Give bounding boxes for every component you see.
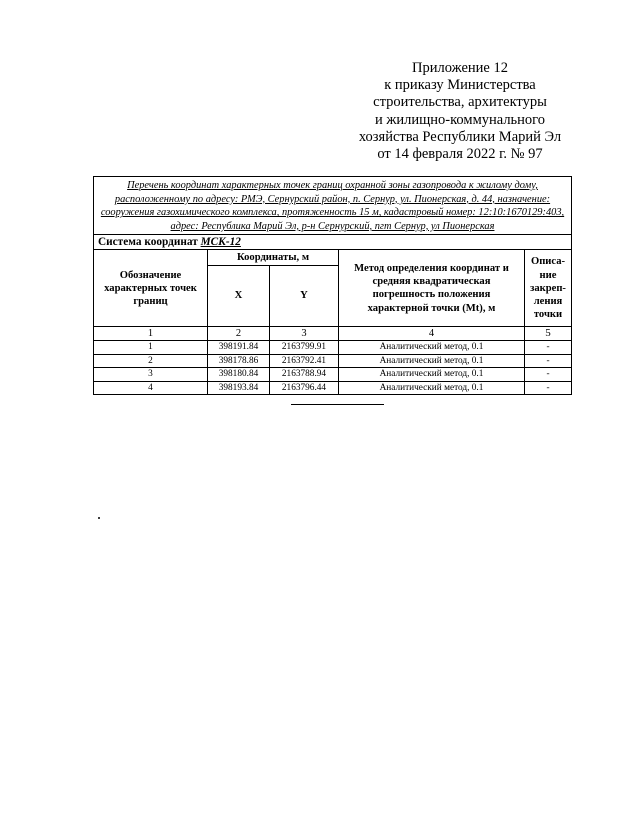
header-row-1 bbox=[94, 250, 572, 265]
point-cell: 2 bbox=[94, 354, 208, 368]
method-cell: Аналитический метод, 0.1 bbox=[339, 341, 525, 355]
appendix-line: Приложение 12 bbox=[412, 60, 508, 76]
x-cell: 398178.86 bbox=[208, 354, 270, 368]
column-numbers-row bbox=[94, 327, 572, 341]
y-cell: 2163792.41 bbox=[270, 354, 339, 368]
appendix-line: к приказу Министерства bbox=[384, 77, 536, 94]
appendix-header bbox=[330, 60, 590, 163]
header-method: Метод определения координат и средняя квадратическая погрешность положения характерной точки (Mt), м bbox=[339, 250, 525, 327]
y-cell: 2163796.44 bbox=[270, 381, 339, 395]
description-cell: - bbox=[525, 381, 572, 395]
header-x: X bbox=[208, 265, 270, 327]
column-number: 1 bbox=[94, 327, 208, 341]
header-description: Описа-ние закреп-ления точки bbox=[525, 250, 572, 327]
coordinate-system-label: Система координат bbox=[98, 236, 198, 249]
description-cell: - bbox=[525, 341, 572, 355]
column-number: 4 bbox=[339, 327, 525, 341]
method-cell: Аналитический метод, 0.1 bbox=[339, 368, 525, 382]
method-cell: Аналитический метод, 0.1 bbox=[339, 354, 525, 368]
x-cell: 398191.84 bbox=[208, 341, 270, 355]
coordinate-system-value: МСК-12 bbox=[200, 236, 241, 249]
coordinate-system-row bbox=[94, 235, 572, 250]
method-cell: Аналитический метод, 0.1 bbox=[339, 381, 525, 395]
header-point: Обозначение характерных точек границ bbox=[94, 250, 208, 327]
closing-rule bbox=[291, 404, 384, 405]
description-cell: - bbox=[525, 354, 572, 368]
coordinate-system bbox=[94, 235, 572, 250]
coordinates-table bbox=[93, 176, 572, 395]
point-cell: 3 bbox=[94, 368, 208, 382]
table-row bbox=[94, 354, 572, 368]
point-cell: 4 bbox=[94, 381, 208, 395]
x-cell: 398180.84 bbox=[208, 368, 270, 382]
table-row bbox=[94, 368, 572, 382]
header-y: Y bbox=[270, 265, 339, 327]
y-cell: 2163799.91 bbox=[270, 341, 339, 355]
x-cell: 398193.84 bbox=[208, 381, 270, 395]
appendix-line: от 14 февраля 2022 г. № 97 bbox=[377, 146, 543, 163]
appendix-line: строительства, архитектуры bbox=[373, 94, 547, 111]
description-cell: - bbox=[525, 368, 572, 382]
point-cell: 1 bbox=[94, 341, 208, 355]
table-row bbox=[94, 381, 572, 395]
scan-dot bbox=[98, 517, 100, 519]
appendix-line: хозяйства Республики Марий Эл bbox=[358, 128, 562, 145]
appendix-line: и жилищно-коммунального bbox=[374, 111, 546, 128]
table-caption: Перечень координат характерных точек границ охранной зоны газопровода к жилому дому, расположенному по адресу: РМЭ, Сернурский район, п. Сернур, ул. Пионерская, д. 44, назначение: сооружения газохимического комплекса, протяженность 15 м, кадастровый номер: 12:10:1670129:403, адрес: Республика Марий Эл, р-н Сернурский, пгт Сернур, ул Пионерская bbox=[94, 177, 572, 235]
column-number: 2 bbox=[208, 327, 270, 341]
column-number: 3 bbox=[270, 327, 339, 341]
column-number: 5 bbox=[525, 327, 572, 341]
header-coordinates: Координаты, м bbox=[208, 250, 339, 265]
table-row bbox=[94, 341, 572, 355]
table-caption-row bbox=[94, 177, 572, 235]
y-cell: 2163788.94 bbox=[270, 368, 339, 382]
